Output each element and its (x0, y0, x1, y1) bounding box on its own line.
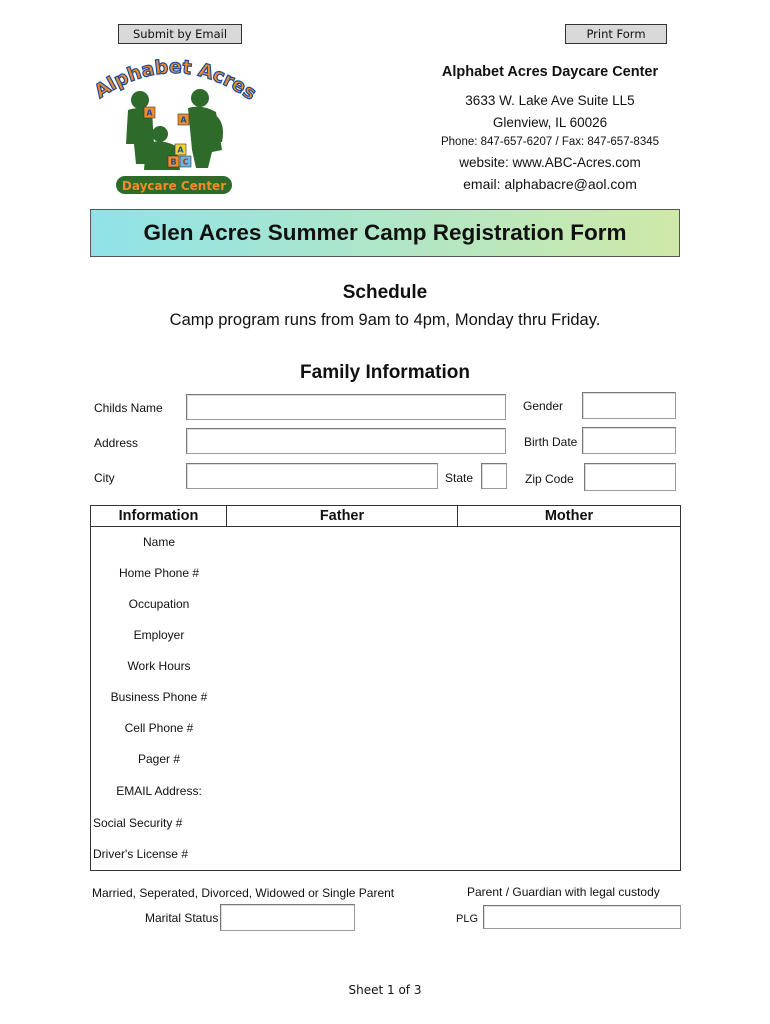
parents-info-table (90, 505, 681, 871)
svg-text:Alphabet Acres (91, 56, 258, 105)
row-label-business-phone: Business Phone # (110, 690, 208, 704)
guardian-note: Parent / Guardian with legal custody (467, 885, 660, 899)
row-label-employer: Employer (133, 628, 185, 642)
header-information: Information (91, 506, 227, 527)
address-input[interactable] (186, 428, 506, 454)
center-name: Alphabet Acres Daycare Center (441, 64, 659, 80)
logo-block-c: C (182, 157, 189, 167)
logo-block-a3: A (177, 145, 184, 155)
childs-name-label: Childs Name (94, 401, 163, 415)
plg-label: PLG (456, 913, 479, 925)
childs-name-input[interactable] (186, 394, 506, 420)
row-label-email: EMAIL Address: (116, 784, 202, 798)
state-label: State (445, 471, 474, 485)
zip-code-label: Zip Code (525, 472, 574, 486)
marital-status-note: Married, Seperated, Divorced, Widowed or Single Parent (92, 886, 395, 900)
row-label-name: Name (142, 535, 175, 549)
schedule-heading: Schedule (342, 282, 428, 303)
marital-status-label: Marital Status (145, 911, 219, 925)
schedule-text: Camp program runs from 9am to 4pm, Monday thru Friday. (169, 311, 601, 329)
center-address-line2: Glenview, IL 60026 (492, 115, 608, 130)
row-label-occupation: Occupation (128, 597, 190, 611)
header-mother: Mother (458, 506, 680, 527)
logo-block-b: B (170, 157, 177, 167)
logo-bottom-text: Daycare Center (121, 179, 227, 193)
gender-input[interactable] (582, 392, 676, 419)
center-address-line1: 3633 W. Lake Ave Suite LL5 (465, 93, 635, 108)
row-label-work-hours: Work Hours (127, 659, 191, 673)
row-label-cell-phone: Cell Phone # (124, 721, 194, 735)
row-label-drivers-license: Driver's License # (93, 847, 188, 861)
logo-top-text: Alphabet Acre (90, 55, 250, 103)
address-label: Address (94, 436, 139, 450)
header-father: Father (227, 506, 458, 527)
print-form-button[interactable]: Print Form (565, 24, 667, 44)
city-input[interactable] (186, 463, 438, 489)
center-website: website: www.ABC-Acres.com (459, 155, 641, 170)
center-phone-fax: Phone: 847-657-6207 / Fax: 847-657-8345 (440, 136, 660, 148)
submit-by-email-button[interactable]: Submit by Email (118, 24, 242, 44)
zip-code-input[interactable] (584, 463, 676, 491)
logo-block-a2: A (180, 115, 187, 125)
sheet-number: Sheet 1 of 3 (348, 983, 422, 997)
gender-label: Gender (523, 399, 564, 413)
marital-status-input[interactable] (220, 904, 355, 931)
row-label-social-security: Social Security # (93, 816, 183, 830)
center-email: email: alphabacre@aol.com (463, 176, 637, 192)
family-info-heading: Family Information (300, 362, 470, 383)
state-input[interactable] (481, 463, 507, 489)
row-label-pager: Pager # (137, 752, 181, 766)
birth-date-input[interactable] (582, 427, 676, 454)
plg-input[interactable] (483, 905, 681, 929)
row-label-home-phone: Home Phone # (118, 566, 200, 580)
birth-date-label: Birth Date (524, 435, 578, 449)
daycare-logo (88, 52, 258, 202)
form-title-banner (90, 209, 680, 257)
city-label: City (94, 471, 115, 485)
logo-block-a1: A (146, 108, 153, 118)
form-title: Glen Acres Summer Camp Registration Form (143, 220, 627, 245)
